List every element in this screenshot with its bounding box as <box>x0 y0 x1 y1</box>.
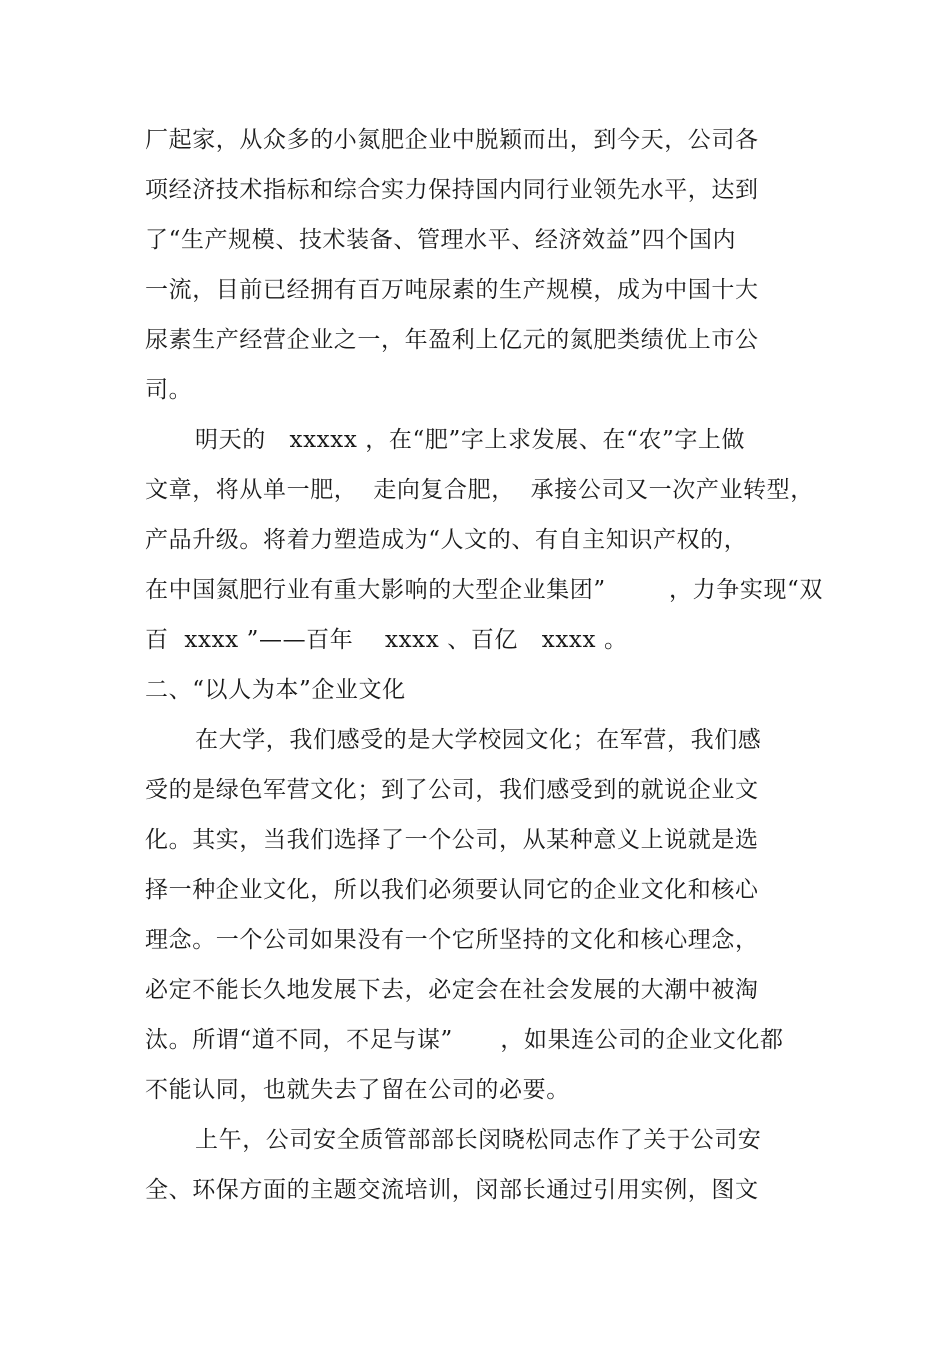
text-line: 产品升级。将着力塑造成为“人文的、有自主知识产权的， <box>145 527 748 553</box>
text-line: 化。其实，当我们选择了一个公司，从某种意义上说就是选 <box>145 827 759 853</box>
text-line: 明天的 xxxxx ，在“肥”字上求发展、在“农”字上做 <box>195 427 746 453</box>
text-line: 必定不能长久地发展下去，必定会在社会发展的大潮中被淘 <box>145 977 759 1003</box>
text-line: 百 xxxx ”——百年 xxxx 、百亿 xxxx 。 <box>145 627 628 653</box>
text-line: 汰。所谓“道不同，不足与谋” ，如果连公司的企业文化都 <box>145 1027 784 1053</box>
section-heading: 二、“以人为本”企业文化 <box>145 677 406 703</box>
text-line: 在大学，我们感受的是大学校园文化；在军营，我们感 <box>195 727 762 753</box>
text-line: 尿素生产经营企业之一，年盈利上亿元的氮肥类绩优上市公 <box>145 327 759 353</box>
text-line: 项经济技术指标和综合实力保持国内同行业领先水平，达到 <box>145 177 759 203</box>
text-line: 厂起家，从众多的小氮肥企业中脱颖而出，到今天，公司各 <box>145 127 759 153</box>
text-line: 理念。一个公司如果没有一个它所坚持的文化和核心理念， <box>145 927 759 953</box>
text-line: 文章，将从单一肥， 走向复合肥， 承接公司又一次产业转型， <box>145 477 814 503</box>
text-line: 了“生产规模、技术装备、管理水平、经济效益”四个国内 <box>145 227 737 253</box>
text-line: 受的是绿色军营文化；到了公司，我们感受到的就说企业文 <box>145 777 759 803</box>
text-line: 不能认同，也就失去了留在公司的必要。 <box>145 1077 570 1103</box>
text-line: 一流，目前已经拥有百万吨尿素的生产规模，成为中国十大 <box>145 277 759 303</box>
text-line: 司。 <box>145 377 193 403</box>
text-line: 择一种企业文化，所以我们必须要认同它的企业文化和核心 <box>145 877 759 903</box>
text-line: 全、环保方面的主题交流培训，闵部长通过引用实例，图文 <box>145 1177 759 1203</box>
text-line: 上午，公司安全质管部部长闵晓松同志作了关于公司安 <box>195 1127 762 1153</box>
text-line: 在中国氮肥行业有重大影响的大型企业集团” ，力争实现“双 <box>145 577 824 603</box>
